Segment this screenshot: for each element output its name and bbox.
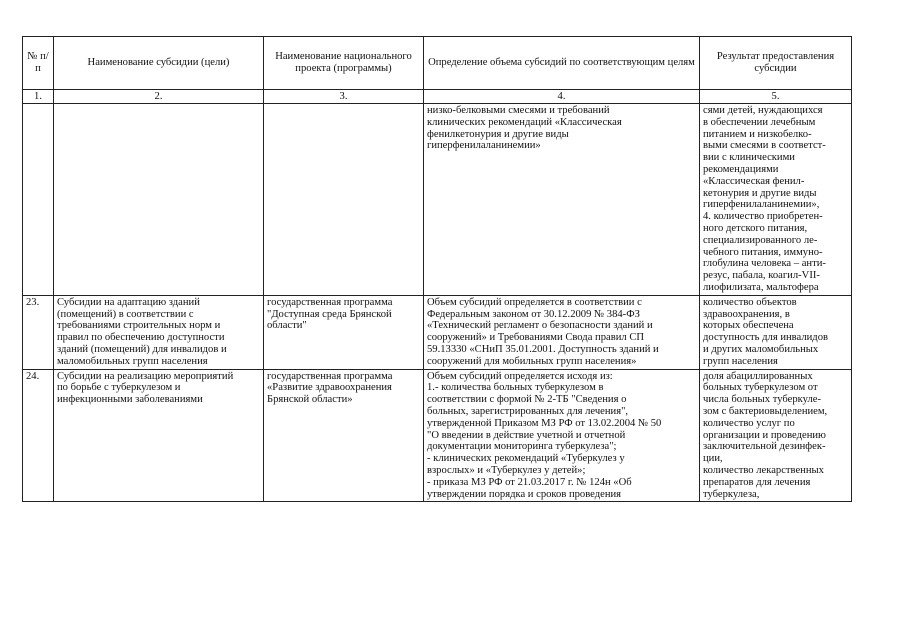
cell-text-line: специализированного ле- [703,234,818,246]
column-number: 5. [700,90,852,104]
row-volume [424,295,700,369]
row-subsidy-name [54,104,264,296]
table-row [23,369,852,502]
cell-text-line: - приказа МЗ РФ от 21.03.2017 г. № 124н «Об [427,476,632,488]
cell-text-line: гиперфенилаланинемии» [427,140,541,152]
cell-text-line: сооружений для мобильных групп населения» [427,355,637,367]
cell-text-line: сями детей, нуждающихся [703,105,823,116]
cell-text-line: утвержденной Приказом МЗ РФ от 13.02.2004 № 50 [427,417,662,429]
cell-text-line: по борьбе с туберкулезом и [57,382,181,394]
header-project-name: Наименование национального проекта (программы) [264,37,424,90]
table-row [23,104,852,296]
cell-text-line: «Классическая фенил- [703,175,805,187]
cell-text-line: 1.- количества больных туберкулезом в [427,382,604,394]
cell-text-line: зом с бактериовыделением, [703,405,828,417]
cell-text-line: - клинических рекомендаций «Туберкулез у [427,453,625,465]
cell-text-line: Объем субсидий определяется исходя из: [427,370,613,382]
cell-text-line: (помещений) в соответствии с [57,308,194,320]
row-subsidy-name [54,369,264,502]
cell-text-line: здравоохранения, в [703,308,790,320]
subsidy-table [22,36,852,502]
header-num: № п/п [23,37,54,90]
cell-text-line: "Доступная среда Брянской [267,308,392,320]
cell-text-line: заключительной дезинфек- [703,441,826,453]
cell-text-line: правил по обеспечению доступности [57,332,225,344]
row-result [700,295,852,369]
cell-text-line: взрослых» и «Туберкулез у детей»; [427,464,586,476]
cell-text-line: Объем субсидий определяется в соответствии с [427,296,642,308]
cell-text-line: вии с клиническими [703,152,795,164]
cell-text-line: туберкулеза, [703,488,760,500]
table-row [23,295,852,369]
cell-text-line: Субсидии на реализацию мероприятий [57,370,234,382]
cell-text-line: организации и проведению [703,429,826,441]
cell-text-line: групп населения [703,355,778,367]
cell-text-line: в обеспечении лечебным [703,116,816,128]
cell-text-line: клинических рекомендаций «Классическая [427,116,622,128]
header-subsidy-name: Наименование субсидии (цели) [54,37,264,90]
cell-text-line: выми смесями в соответст- [703,140,826,152]
row-subsidy-name [54,295,264,369]
cell-text-line: чебного питания, иммуно- [703,246,823,258]
cell-text-line: зданий (помещений) для инвалидов и [57,343,227,355]
cell-text-line: доля абациллированных [703,370,813,382]
cell-text-line: "О введении в действие учетной и отчетной [427,429,626,441]
cell-text-line: Субсидии на адаптацию зданий [57,296,200,308]
cell-text-line: питанием и низкобелко- [703,128,812,140]
cell-text-line: количество лекарственных [703,464,824,476]
table-header-row [23,37,852,90]
cell-text-line: гиперфенилаланинемии», [703,199,820,211]
cell-text-line: глобулина человека – анти- [703,258,826,270]
cell-text-line: государственная программа [267,370,393,382]
cell-text-line: маломобильных групп населения [57,355,208,367]
column-numbers-row [23,90,852,104]
column-number: 4. [424,90,700,104]
cell-text-line: больных туберкулезом от [703,382,818,394]
cell-text-line: кетонурия и другие виды [703,187,817,199]
row-project [264,104,424,296]
cell-text-line: и других маломобильных [703,343,819,355]
cell-text-line: соответствии с формой № 2-ТБ "Сведения о [427,394,627,406]
column-number: 3. [264,90,424,104]
cell-text-line: 4. количество приобретен- [703,211,823,223]
cell-text-line: инфекционными заболеваниями [57,394,203,406]
column-number: 1. [23,90,54,104]
cell-text-line: «Развитие здравоохранения [267,382,392,394]
cell-text-line: ного детского питания, [703,222,808,234]
row-volume [424,369,700,502]
cell-text-line: Брянской области» [267,394,353,406]
row-project [264,295,424,369]
cell-text-line: требованиями строительных норм и [57,320,221,332]
header-volume: Определение объема субсидий по соответствующим целям [424,37,700,90]
cell-text-line: 59.13330 «СНиП 35.01.2001. Доступность зданий и [427,343,659,355]
cell-text-line: рекомендациями [703,163,779,175]
cell-text-line: «Технический регламент о безопасности зданий и [427,320,653,332]
column-number: 2. [54,90,264,104]
cell-text-line: документации мониторинга туберкулеза"; [427,441,617,453]
cell-text-line: лиофилизата, мальтофера [703,281,819,293]
cell-text-line: низко-белковыми смесями и требований [427,105,610,116]
header-result: Результат предоставления субсидии [700,37,852,90]
cell-text-line: 24. [26,370,40,382]
row-num [23,104,54,296]
cell-text-line: государственная программа [267,296,393,308]
cell-text-line: 23. [26,296,40,308]
cell-text-line: резус, пабала, коагил-VII- [703,270,820,282]
row-project [264,369,424,502]
row-num [23,369,54,502]
cell-text-line: числа больных туберкуле- [703,394,821,406]
cell-text-line: ции, [703,453,723,465]
cell-text-line: доступность для инвалидов [703,332,828,344]
cell-text-line: утверждении порядка и сроков проведения [427,488,622,500]
cell-text-line: препаратов для лечения [703,476,811,488]
cell-text-line: количество объектов [703,296,797,308]
cell-text-line: сооружений» и Требованиями Свода правил СП [427,332,645,344]
cell-text-line: больных, зарегистрированных для лечения", [427,405,629,417]
row-volume [424,104,700,296]
cell-text-line: Федеральным законом от 30.12.2009 № 384-ФЗ [427,308,640,320]
cell-text-line: которых обеспечена [703,320,794,332]
row-result [700,104,852,296]
cell-text-line: области" [267,320,307,332]
cell-text-line: фенилкетонурия и другие виды [427,128,569,140]
row-result [700,369,852,502]
cell-text-line: количество услуг по [703,417,795,429]
row-num [23,295,54,369]
